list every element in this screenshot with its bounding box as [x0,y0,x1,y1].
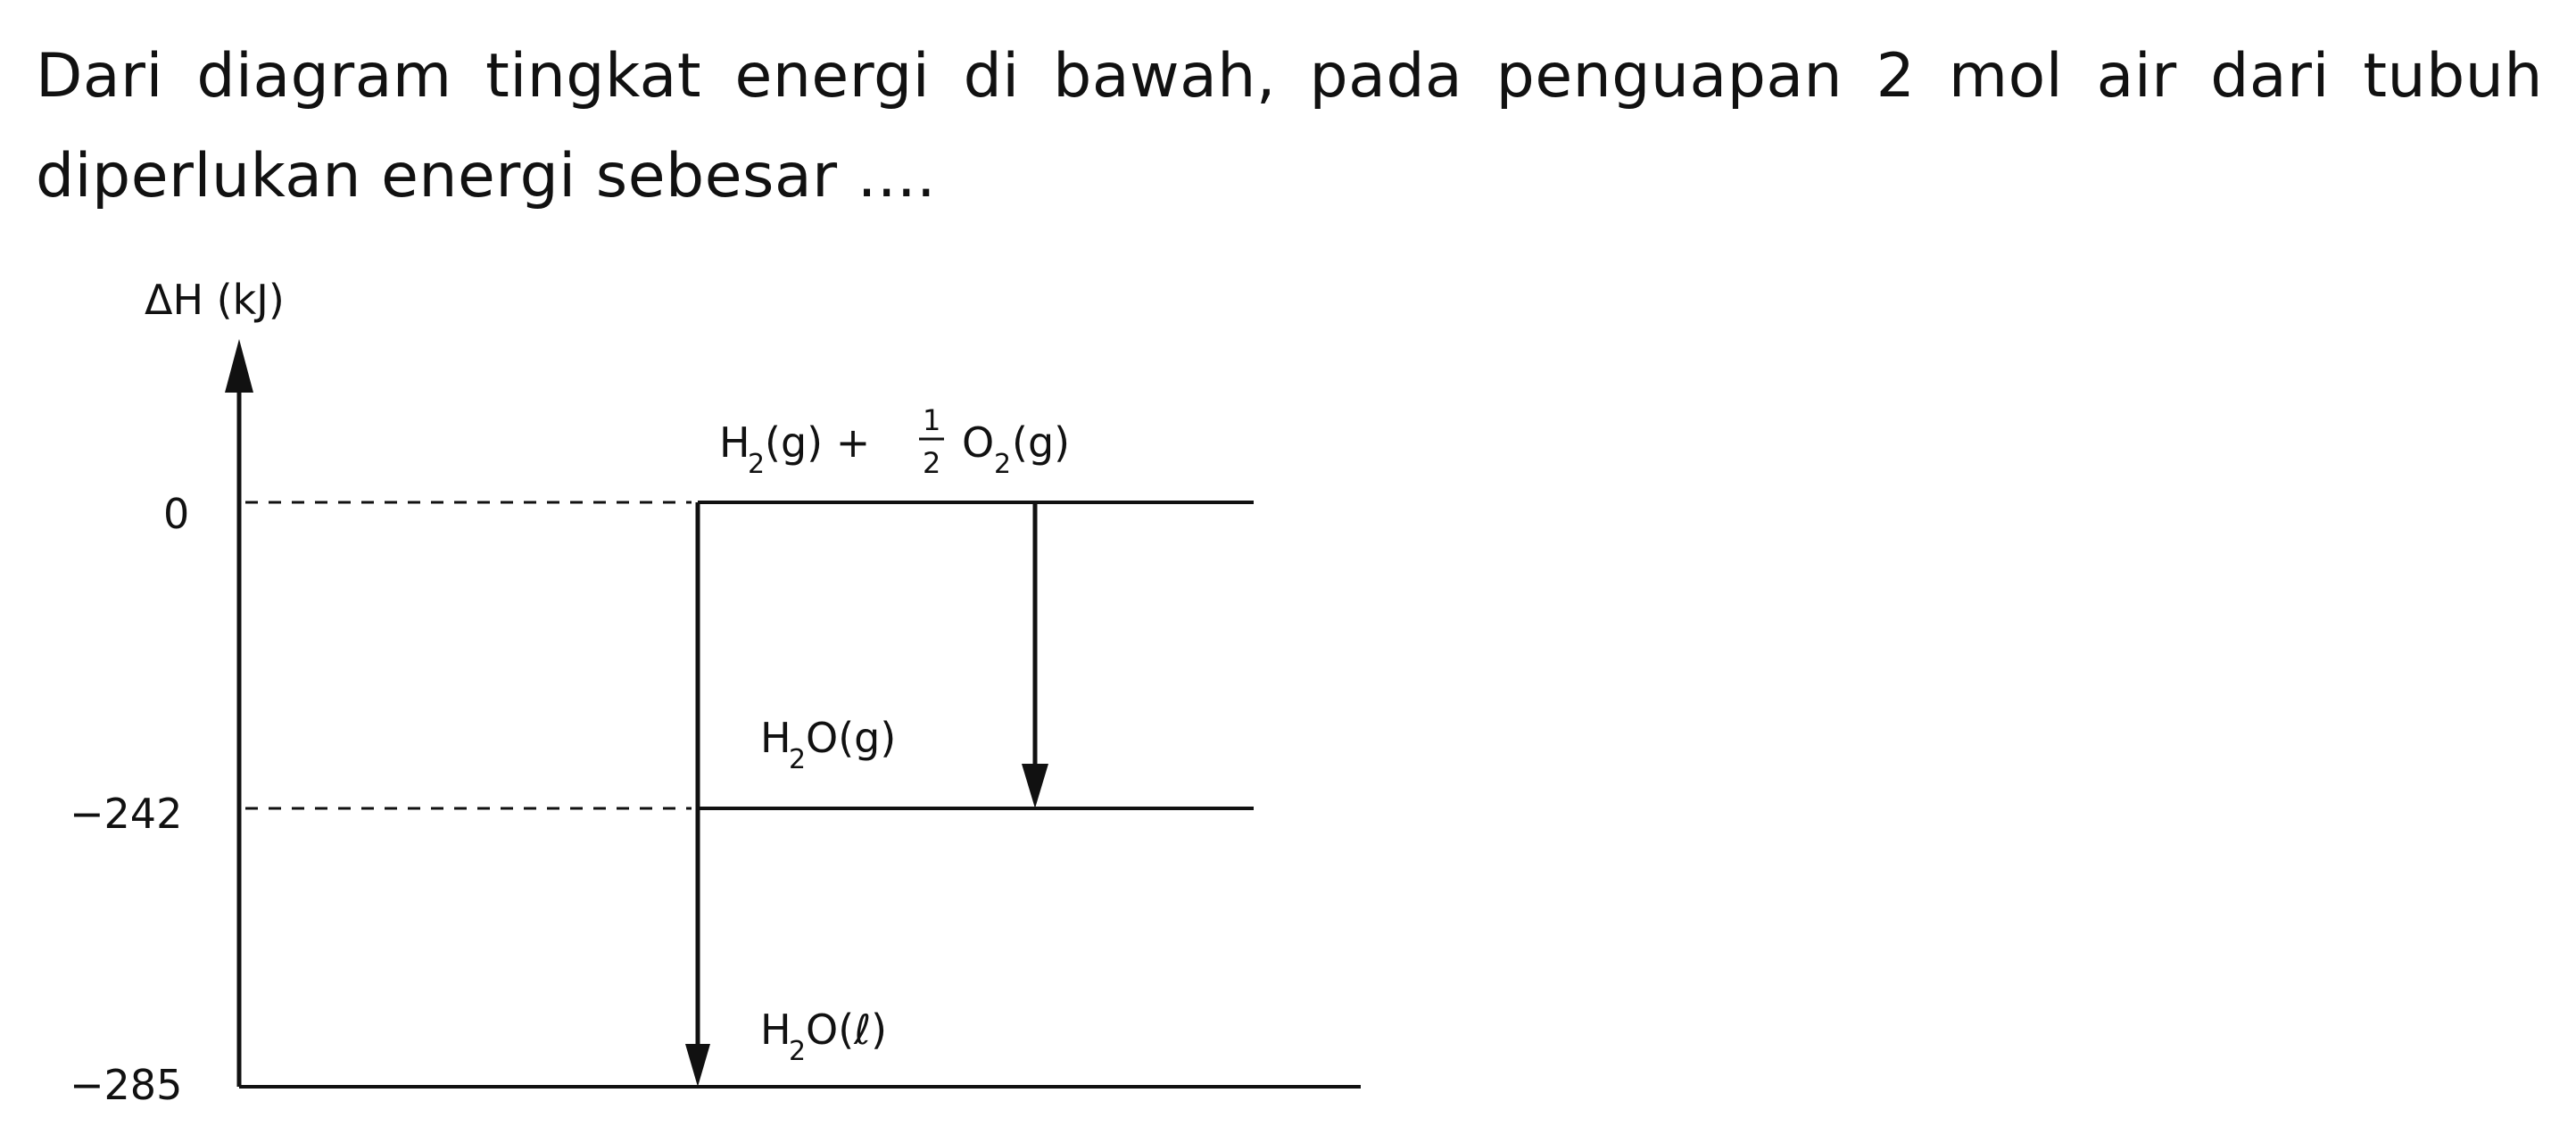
tick-label-0: 0 [163,490,190,538]
svg-text:2: 2 [923,446,941,480]
svg-text:H: H [760,714,791,762]
label-reactants [719,403,1070,480]
tick-label-minus-242: −242 [70,790,183,838]
tick-label-minus-285: −285 [70,1061,183,1109]
svg-text:O: O [962,418,995,467]
axis-label: ΔH (kJ) [145,276,285,324]
arrowhead-formation-vapor [1022,764,1048,808]
axis-arrowhead [225,339,253,393]
svg-text:H: H [760,1006,791,1054]
svg-text:O(g): O(g) [806,714,897,762]
svg-text:2: 2 [748,449,766,480]
svg-text:O(ℓ): O(ℓ) [806,1006,888,1054]
svg-text:2: 2 [994,449,1012,480]
label-liquid-water [760,1006,887,1067]
svg-text:2: 2 [789,1036,807,1067]
svg-text:H: H [719,418,750,467]
svg-text:(g) +: (g) + [765,418,871,467]
svg-text:1: 1 [923,403,941,437]
label-water-vapor [760,714,896,775]
arrowhead-formation-liquid [685,1044,710,1087]
svg-text:2: 2 [789,744,807,775]
svg-text:(g): (g) [1012,418,1071,467]
question-text: Dari diagram tingkat energi di bawah, pada penguapan 2 mol air dari tubuh diperlukan energi sebesar .... [36,41,2543,211]
